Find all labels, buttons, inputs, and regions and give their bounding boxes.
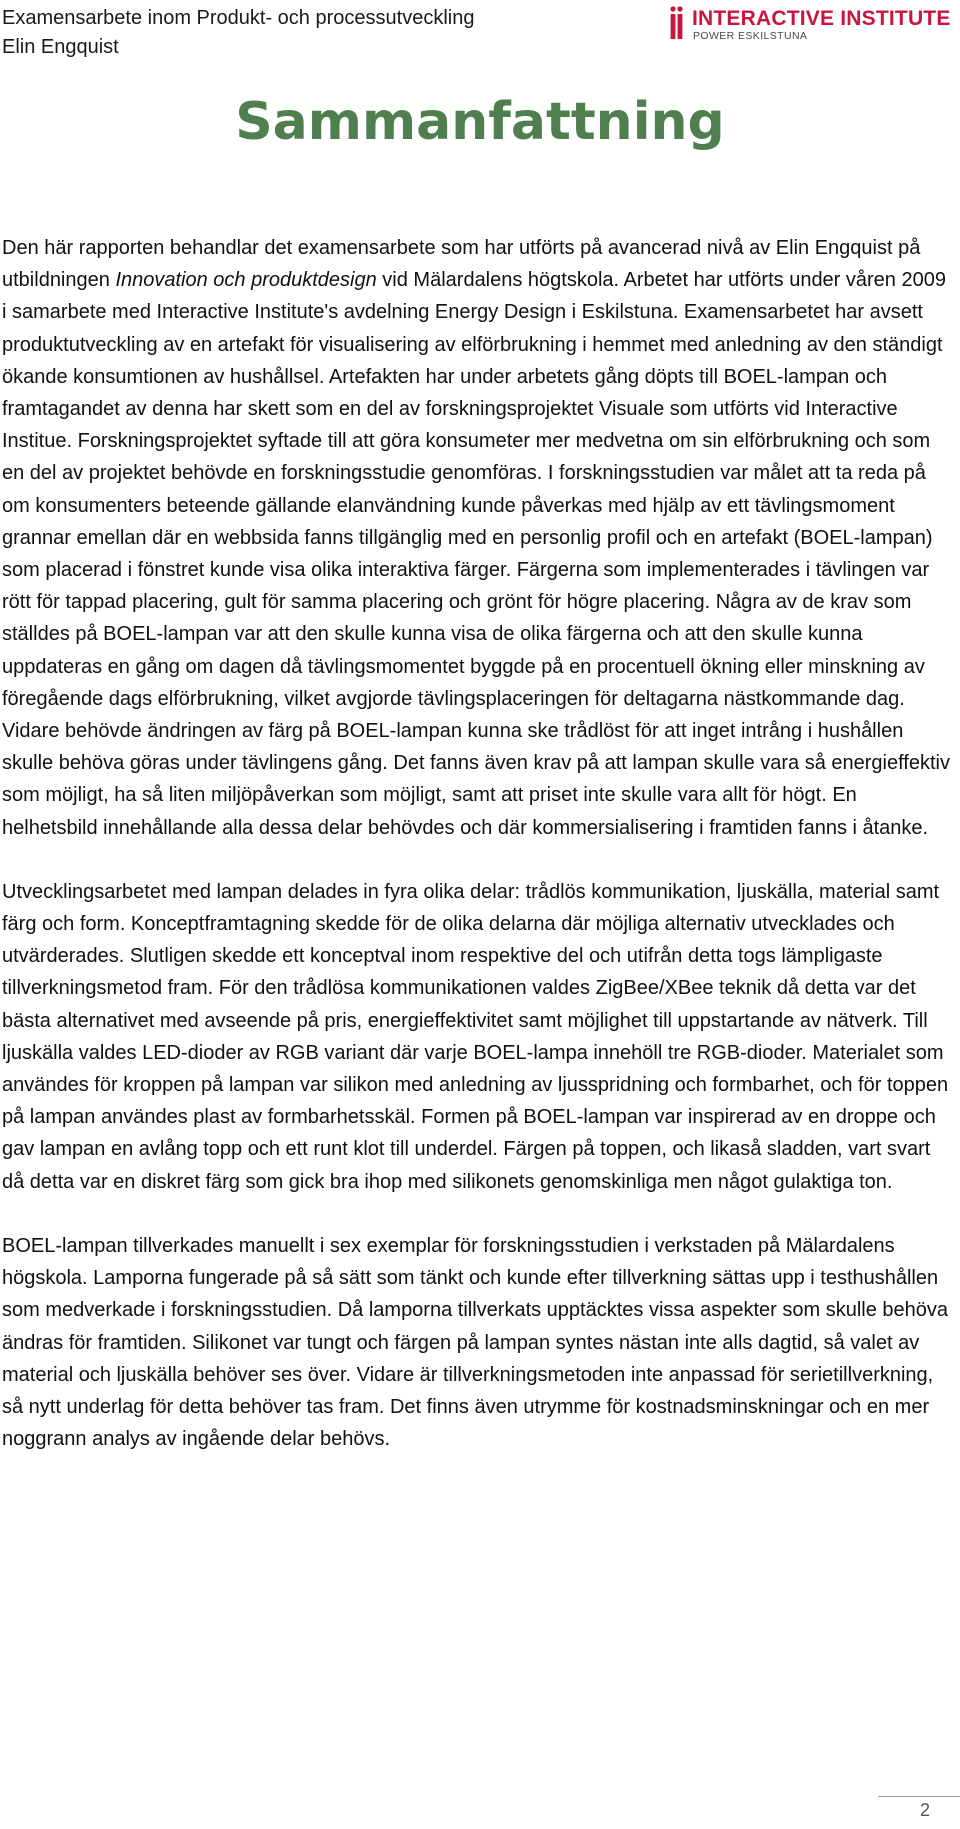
summary-body [2, 232, 952, 1487]
paragraph-3: BOEL-lampan tillverkades manuellt i sex exemplar för forskningsstudien i verkstaden på Mälardalens högskola. Lamporna fungerade på så sätt som tänkt och kunde efter tillverkning sättas upp i testhushållen som medverkade i forskningsstudien. Då lamporna tillverkats upptäcktes vissa aspekter som skulle behöva ändras för framtiden. Silikonet var tungt och färgen på lampan syntes nästan inte alls dagtid, så valet av material och ljuskälla behöver ses över. Vidare är tillverkningsmetoden inte anpassad för serietillverkning, så nytt underlag för detta behöver tas fram. Det finns även utrymme för kostnadsminskningar och en mer noggrann analys av ingående delar behövs. [2, 1234, 948, 1451]
interactive-institute-logo [670, 4, 960, 44]
paragraph-1 [2, 232, 952, 844]
logo-name: INTERACTIVE INSTITUTE [692, 7, 951, 30]
author-name: Elin Engquist [2, 36, 119, 58]
paragraph-1-rest: vid Mälardalens högtskola. Arbetet har utförts under våren 2009 i samarbete med Interactive Institute's avdelning Energy Design i Eskilstuna. Examensarbetet har avsett produktutveckling av en artefakt för visualisering av elförbrukning i hemmet med anledning av den ständigt ökande konsumtionen av hushållsel. Artefakten har under arbetets gång döpts till BOEL-lampan och framtagandet av denna har skett som en del av forskningsprojektet Visuale som utförts vid Interactive Institue. Forskningsprojektet syftade till att göra konsumeter mer medvetna om sin elförbrukning och som en del av projektet behövde en forskningsstudie genomföras. I forskningsstudien var målet att ta reda på om konsumenters beteende gällande elanvändning kunde påverkas med hjälp av ett tävlingsmoment grannar emellan där en webbsida fanns tillgänglig med en personlig profil och en artefakt (BOEL-lampan) som placerad i fönstret kunde visa olika interaktiva färger. Färgerna som implementerades i tävlingen var rött för tappad placering, gult för samma placering och grönt för högre placering. Några av de krav som ställdes på BOEL-lampan var att den skulle kunna visa de olika färgerna och att den skulle kunna uppdateras en gång om dagen då tävlingsmomentet byggde på en procentuell ökning eller minskning av föregående dags elförbrukning, vilket avgjorde tävlingsplaceringen för deltagarna nästkommande dag. Vidare behövde ändringen av färg på BOEL-lampan kunna ske trådlöst för att inget intrång i hushållen skulle behöva göras under tävlingens gång. Det fanns även krav på att lampan skulle vara så energieffektiv som möjligt, ha så liten miljöpåverkan som möjligt, samt att priset inte skulle vara allt för högt. En helhetsbild innehållande alla dessa delar behövdes och där kommersialisering i framtiden fanns i åtanke. [2, 269, 950, 839]
page-title: Sammanfattning [235, 92, 725, 152]
page-header [0, 0, 960, 62]
header-text [2, 4, 474, 62]
paragraph-1-start: Den här rapporten behandlar det examensarbete som har utförts på avancerad nivå av Elin Engquist på utbildningen [2, 237, 921, 292]
page-number: 2 [920, 1800, 931, 1820]
footer-rule [878, 1796, 960, 1797]
thesis-title: Examensarbete inom Produkt- och processutveckling [2, 7, 475, 29]
logo-mark-icon [670, 6, 684, 40]
program-name: Innovation och produktdesign [115, 269, 377, 292]
logo-subtitle: POWER ESKILSTUNA [693, 30, 808, 42]
paragraph-2: Utvecklingsarbetet med lampan delades in fyra olika delar: trådlös kommunikation, ljuskälla, material samt färg och form. Konceptframtagning skedde för de olika delarna där möjliga alternativ utvecklades och utvärderades. Slutligen skedde ett konceptval inom respektive del och utifrån detta togs lämpligaste tillverkningsmetod fram. För den trådlösa kommunikationen valdes ZigBee/XBee teknik då detta var det bästa alternativet med avseende på pris, energieffektivitet samt möjlighet till uppstartande av nätverk. Till ljuskälla valdes LED-dioder av RGB variant där varje BOEL-lampa innehöll tre RGB-dioder. Materialet som användes för kroppen på lampan var silikon med anledning av ljusspridning och formbarhet, och för toppen på lampan användes plast av formbarhetsskäl. Formen på BOEL-lampan var inspirerad av en droppe och gav lampan en avlång topp och ett runt klot till underdel. Färgen på toppen, och likaså sladden, vart svart då detta var en diskret färg som gick bra ihop med silikonets genomskinliga men något gulaktiga ton. [2, 880, 949, 1193]
